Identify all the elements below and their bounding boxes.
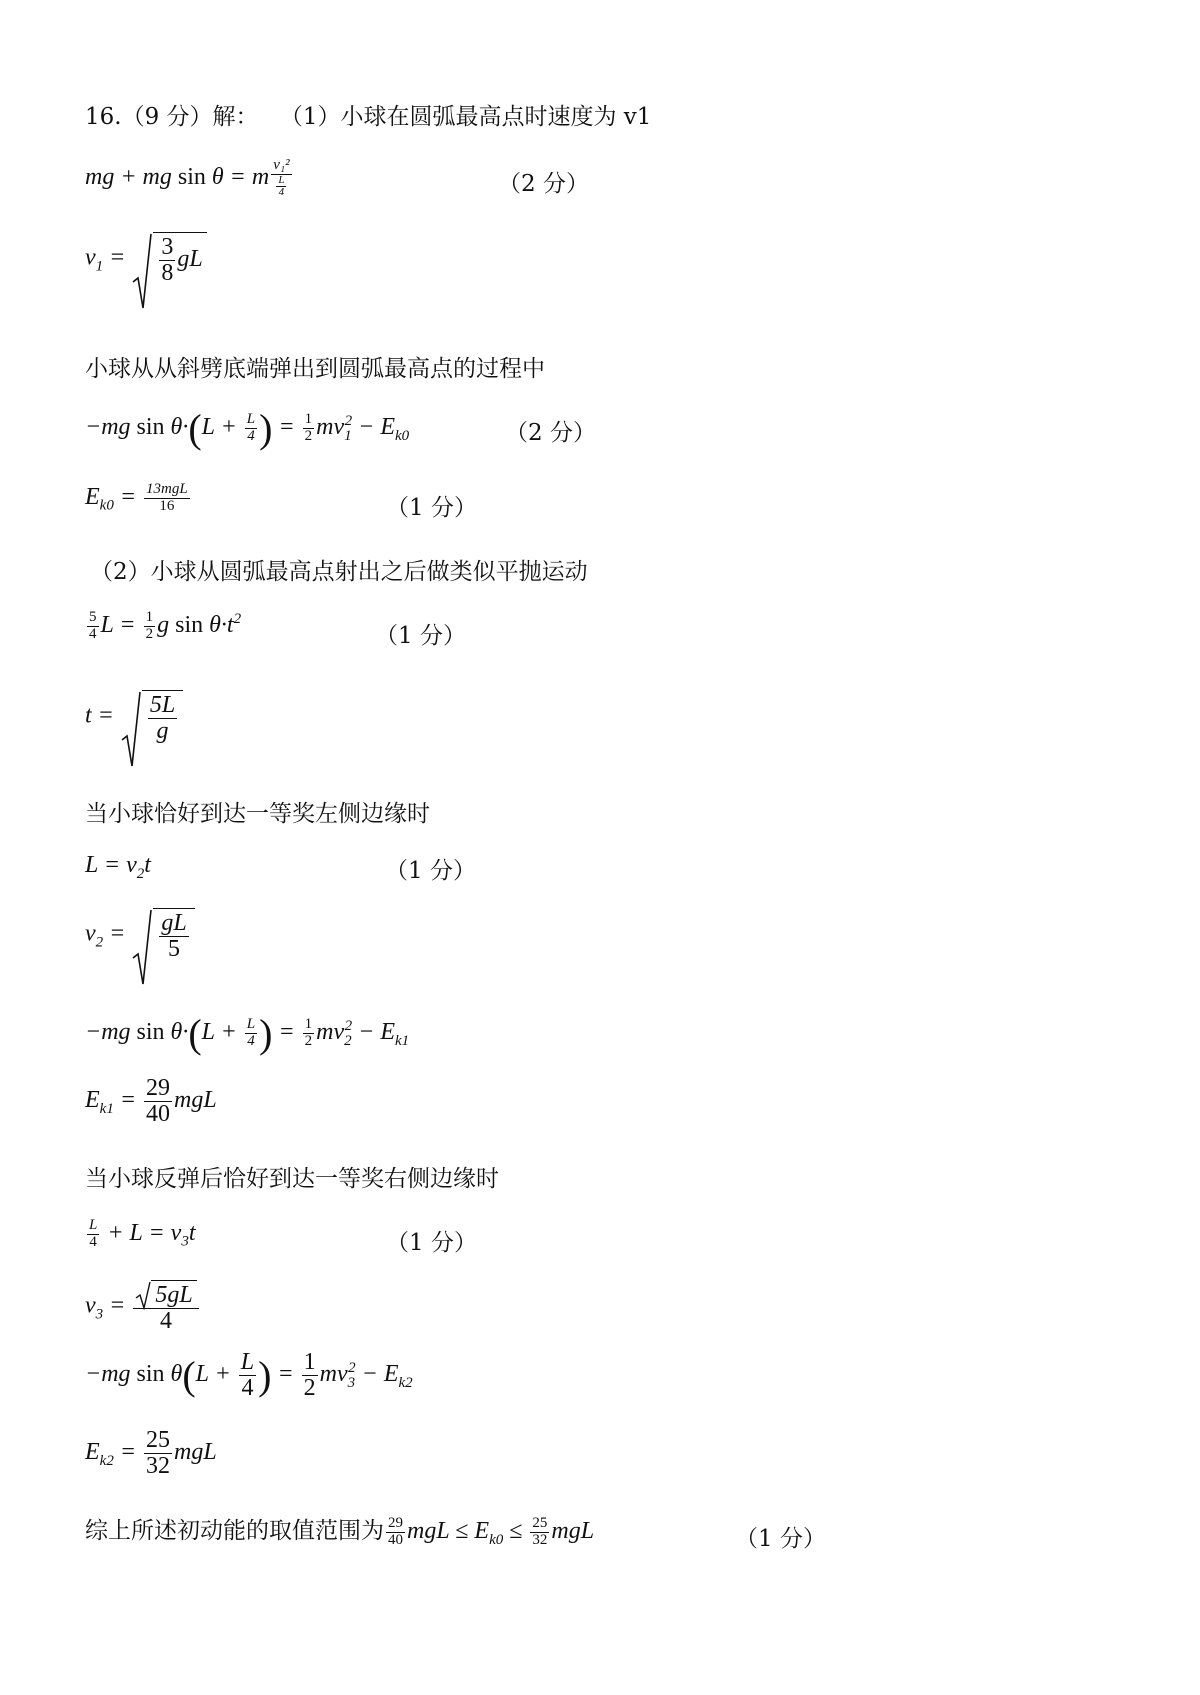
conclusion-line: 综上所述初动能的取值范围为 $\frac{29}{40}$ mgL ≤ $E_{k0}$ ≤ $\frac{25}{32}$ mgL xyxy=(85,1515,595,1548)
case1-text: 当小球恰好到达一等奖左侧边缘时 xyxy=(85,801,430,827)
equation-energy-2: −mg sin θ·(L + $\frac{L}{4}$ ) = $\frac{1}{2}$ $mv_2^2 - E_{k1}$ xyxy=(85,1011,410,1056)
equation-energy-3: −mg sin θ(L + $\frac{L}{4}$ ) = $\frac{1}{2}$ $mv_3^2 - E_{k2}$ xyxy=(85,1349,413,1402)
solution-heading xyxy=(85,98,651,131)
equation-v3t: $\frac{L}{4}$ + $L = v_3t$ xyxy=(89,1217,196,1250)
equation-ek0: $E_{k0}$ = $\frac{\text{13mgL}}{16}$ xyxy=(85,481,188,514)
score-eq7: （1 分） xyxy=(735,1526,826,1552)
score-eq5: （1 分） xyxy=(385,858,476,884)
fraction: $\frac{\text{v₁²}}{\frac{L}{4}}$ xyxy=(273,157,290,199)
equation-ek1: $E_{k1}$ = $\frac{29}{40}$ mgL xyxy=(85,1075,217,1128)
case2-text: 当小球反弹后恰好到达一等奖右侧边缘时 xyxy=(85,1166,499,1192)
equation-l-v2t: $L = v_2t$ xyxy=(85,852,151,882)
equation-v2: $v_2$ = $\frac{gL}{5}$ xyxy=(85,908,195,962)
score-eq1: （2 分） xyxy=(498,171,589,197)
equation-v1: $v_1$ = $\frac{3}{8}$ gL xyxy=(85,232,207,286)
score-eq3: （1 分） xyxy=(386,495,477,521)
equation-t: t = $\frac{5L}{g}$ xyxy=(85,690,183,744)
equation-v3: $v_3$ = $\frac{5gL}{4}$ xyxy=(85,1280,201,1334)
score-eq6: （1 分） xyxy=(386,1230,477,1256)
part2-text: （2）小球从圆弧最高点射出之后做类似平抛运动 xyxy=(90,559,588,585)
score-eq4: （1 分） xyxy=(375,623,466,649)
score-eq2: （2 分） xyxy=(505,420,596,446)
conclusion-text: 综上所述初动能的取值范围为 xyxy=(85,1518,384,1544)
equation-ek2: $E_{k2}$ = $\frac{25}{32}$ mgL xyxy=(85,1427,217,1480)
problem-number: 16.（9 分）解： xyxy=(85,104,259,130)
equation-energy-1: −mg sin θ·(L + $\frac{L}{4}$ ) = $\frac{1}{2}$ $mv_1^2 - E_{k0}$ xyxy=(85,406,410,451)
sqrt: $\frac{3}{8}$ gL xyxy=(131,232,206,286)
equation-projectile: $\frac{5}{4}$ L = $\frac{1}{2}$ g $\sin \theta\cdot t^2$ xyxy=(89,609,242,642)
process-text-1: 小球从从斜劈底端弹出到圆弧最高点的过程中 xyxy=(85,356,545,382)
part1-intro: （1）小球在圆弧最高点时速度为 v1 xyxy=(279,104,652,130)
equation-1: mg + mg sin θ = m $\frac{\text{v₁²}}{\frac{L}{4}}$ xyxy=(85,157,290,199)
